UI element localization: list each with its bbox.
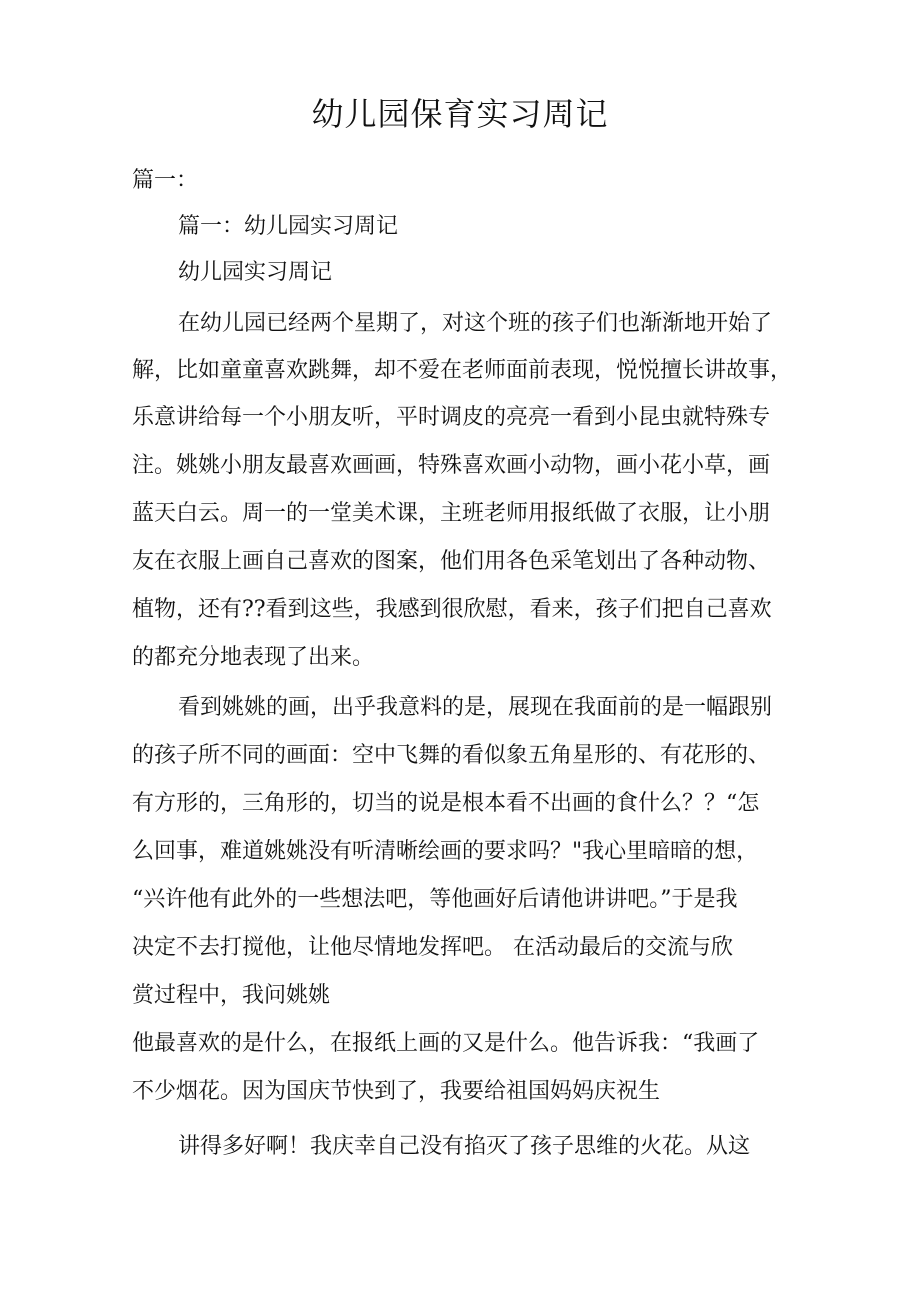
paragraph-line: 的都充分地表现了出来。 [132,645,375,670]
paragraph-line: 蓝天白云。周一的一堂美术课，主班老师用报纸做了衣服，让小朋 [132,501,771,526]
paragraph-line: 么回事，难道姚姚没有听清晰绘画的要求吗？"我心里暗暗的想， [132,839,759,864]
paragraph-line: 讲得多好啊！我庆幸自己没有掐灭了孩子思维的火花。从这 [178,1134,751,1159]
article-heading: 幼儿园实习周记 [178,260,333,285]
paragraph-line: 的孩子所不同的画面：空中飞舞的看似象五角星形的、有花形的、 [132,743,771,768]
paragraph-line: 赏过程中，我问姚姚 [132,983,331,1008]
subsection-heading: 篇一：幼儿园实习周记 [178,214,399,239]
section-heading: 篇一： [132,168,199,193]
paragraph-line: 友在衣服上画自己喜欢的图案，他们用各色采笔划出了各种动物、 [132,549,771,574]
paragraph-line: 决定不去打搅他，让他尽情地发挥吧。 在活动最后的交流与欣 [132,935,733,960]
paragraph-line: 解，比如童童喜欢跳舞，却不爱在老师面前表现，悦悦擅长讲故事， [132,358,793,383]
paragraph-line: 不少烟花。因为国庆节快到了，我要给祖国妈妈庆祝生 [132,1079,661,1104]
paragraph-line: 看到姚姚的画，出乎我意料的是，展现在我面前的是一幅跟别 [178,695,773,720]
paragraph-line: 有方形的，三角形的，切当的说是根本看不出画的食什么？？“怎 [132,791,760,816]
paragraph-line: 注。姚姚小朋友最喜欢画画，特殊喜欢画小动物，画小花小草，画 [132,453,771,478]
paragraph-line: 他最喜欢的是什么，在报纸上画的又是什么。他告诉我：“我画了 [132,1031,760,1056]
document-title: 幼儿园保育实习周记 [311,95,609,133]
paragraph-line: 在幼儿园已经两个星期了，对这个班的孩子们也渐渐地开始了 [178,311,773,336]
paragraph-line: “兴许他有此外的一些想法吧，等他画好后请他讲讲吧。”于是我 [132,887,738,912]
paragraph-line: 乐意讲给每一个小朋友听，平时调皮的亮亮一看到小昆虫就特殊专 [132,405,771,430]
paragraph-line: 植物，还有??看到这些，我感到很欣慰，看来，孩子们把自己喜欢 [132,597,772,622]
